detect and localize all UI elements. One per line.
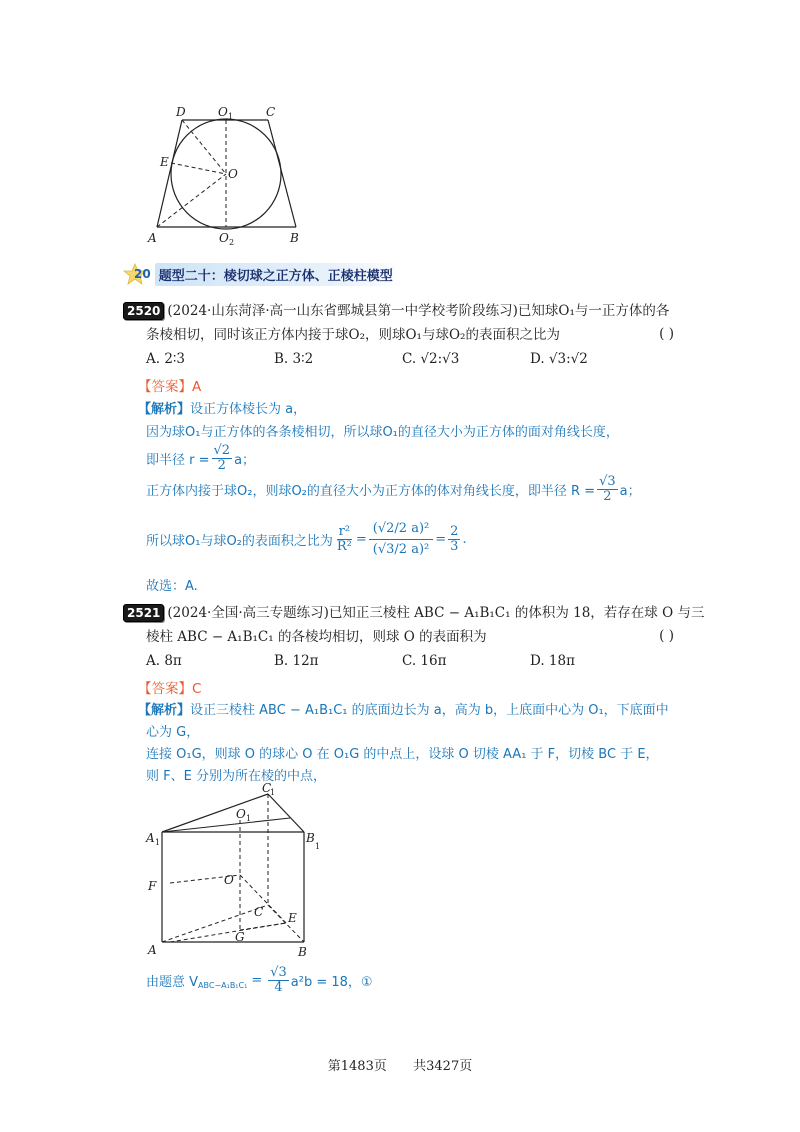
numerator: √3 [599, 473, 616, 489]
q2521-stem-2: 棱柱 ABC − A₁B₁C₁ 的各棱均相切，则球 O 的表面积为 [146, 629, 487, 645]
option-d: D. √3:√2 [530, 351, 588, 367]
label-C: C [254, 905, 264, 919]
q2520-answer [138, 375, 201, 395]
q2521-number: 2521 [123, 604, 164, 622]
label-E: E [160, 155, 169, 169]
label-A: A [148, 231, 157, 245]
label-G: G [235, 930, 245, 944]
option-a: A. 2∶3 [146, 351, 186, 367]
q2520-analysis-5: 所以球O₁与球O₂的表面积之比为 $\frac{\text{r²}}{\text{R²}}$ = $\frac{\text{(√2/2 a)²}}{\text{(√3/2 a)²}}$ = $\frac{2}{3}$ . [146, 510, 467, 568]
label-E: E [288, 911, 297, 925]
q2520-answer-blank: ( ) [659, 326, 674, 342]
q2521-answer-blank: ( ) [659, 628, 674, 644]
label-B: B [298, 945, 307, 959]
option-b: B. 12π [274, 653, 319, 669]
label-C1-sub: 1 [270, 788, 276, 797]
q2520-line1 [123, 302, 669, 320]
fraction-result [448, 525, 460, 554]
equals-sign: = [251, 972, 263, 988]
trapezoid-circle-figure [140, 100, 320, 250]
label-O2-sub: 2 [229, 238, 235, 247]
numerator: (√2/2 a)² [369, 519, 433, 540]
option-c: C. 16π [402, 653, 447, 669]
analysis-text: a； [234, 452, 256, 468]
q2520-analysis-4 [146, 471, 641, 507]
label-C1: C [262, 781, 272, 795]
analysis-text: 设正方体棱长为 a， [190, 402, 307, 417]
denominator: 4 [274, 979, 283, 995]
denominator: 2 [217, 457, 226, 473]
answer-tag: 【答案】 [138, 379, 192, 395]
analysis-text: 设正三棱柱 ABC − A₁B₁C₁ 的底面边长为 a，高为 b，上底面中心为 O₁，下底面中 [190, 703, 669, 718]
q2521-line1 [123, 604, 704, 622]
section-number: 20 [134, 267, 151, 281]
q2521-analysis-3: 连接 O₁G，则球 O 的球心 O 在 O₁G 的中点上，设球 O 切棱 AA₁ 于 F，切棱 BC 于 E， [146, 747, 659, 762]
label-D: D [176, 105, 186, 119]
q2520-stem-1: (2024·山东菏泽·高一山东省鄄城县第一中学校考阶段练习)已知球O₁与一正方体的各 [167, 303, 670, 319]
label-O: O [224, 873, 234, 887]
page-footer [0, 1055, 800, 1074]
answer-tag: 【答案】 [138, 681, 192, 697]
denominator: R² [336, 538, 352, 554]
fraction [597, 475, 618, 504]
option-a: A. 8π [146, 653, 182, 669]
label-O1: O [236, 807, 246, 821]
label-O1: O [218, 105, 228, 119]
analysis-text: a； [619, 483, 641, 499]
total-pages: 共3427页 [413, 1059, 473, 1074]
fraction [212, 444, 233, 473]
denominator: (√3/2 a)² [372, 541, 430, 557]
q2520-stem-2: 条棱相切，同时该正方体内接于球O₂，则球O₁与球O₂的表面积之比为 [146, 327, 560, 343]
analysis-tag: 【解析】 [138, 402, 191, 417]
q2521-analysis-1 [138, 699, 669, 718]
analysis-text: a²b = 18，① [290, 974, 373, 990]
denominator: 2 [603, 488, 612, 504]
page-number: 第1483页 [327, 1059, 387, 1074]
numerator: r² [338, 523, 351, 539]
analysis-text: 所以球O₁与球O₂的表面积之比为 [146, 533, 333, 549]
fraction-r-over-R [335, 525, 354, 554]
label-A: A [148, 943, 157, 957]
label-O1-sub: 1 [228, 112, 234, 121]
numerator: √3 [270, 964, 287, 980]
q2521-stem-1: (2024·全国·高三专题练习)已知正三棱柱 ABC − A₁B₁C₁ 的体积为 18，若存在球 O 与三 [167, 605, 705, 621]
answer-value: A [192, 379, 202, 395]
fraction [268, 966, 289, 995]
volume-subscript: ABC−A₁B₁C₁ [198, 980, 248, 990]
q2520-analysis-2: 因为球O₁与正方体的各条棱相切，所以球O₁的直径大小为正方体的面对角线长度， [146, 425, 619, 440]
numerator: 2 [450, 523, 459, 539]
prism-figure [140, 780, 330, 960]
label-A1: A [146, 831, 155, 845]
q2521-analysis-4: 则 F、E 分别为所在棱的中点， [146, 769, 326, 784]
label-B: B [290, 231, 299, 245]
section-title: 题型二十：棱切球之正方体、正棱柱模型 [155, 263, 403, 286]
label-F: F [148, 879, 157, 893]
label-C: C [266, 105, 276, 119]
denominator: 3 [450, 538, 459, 554]
q2520-options [146, 351, 676, 367]
label-B1-sub: 1 [315, 842, 321, 851]
option-c: C. √2:√3 [402, 351, 460, 367]
label-B1: B [306, 831, 315, 845]
q2521-options [146, 653, 676, 669]
label-O2: O [219, 231, 229, 245]
q2521-analysis-2: 心为 G， [146, 725, 200, 740]
q2521-analysis-5 [146, 962, 373, 998]
q2520-number: 2520 [123, 302, 164, 320]
fraction-ratio [369, 519, 433, 560]
label-O: O [228, 167, 238, 181]
label-O1-sub: 1 [246, 814, 252, 823]
q2520-analysis-1 [138, 398, 307, 417]
option-d: D. 18π [530, 653, 575, 669]
analysis-text: 正方体内接于球O₂，则球O₂的直径大小为正方体的体对角线长度，即半径 R = [146, 483, 596, 499]
answer-value: C [192, 681, 202, 697]
numerator: √2 [213, 442, 231, 458]
analysis-tag: 【解析】 [138, 703, 191, 718]
option-b: B. 3∶2 [274, 351, 314, 367]
label-A1-sub: 1 [155, 838, 161, 847]
analysis-text: 即半径 r = [146, 452, 210, 468]
q2521-answer [138, 677, 201, 697]
section-header [122, 262, 403, 286]
analysis-text: 由题意 V [146, 974, 199, 990]
q2520-analysis-6: 故选：A. [146, 579, 198, 594]
